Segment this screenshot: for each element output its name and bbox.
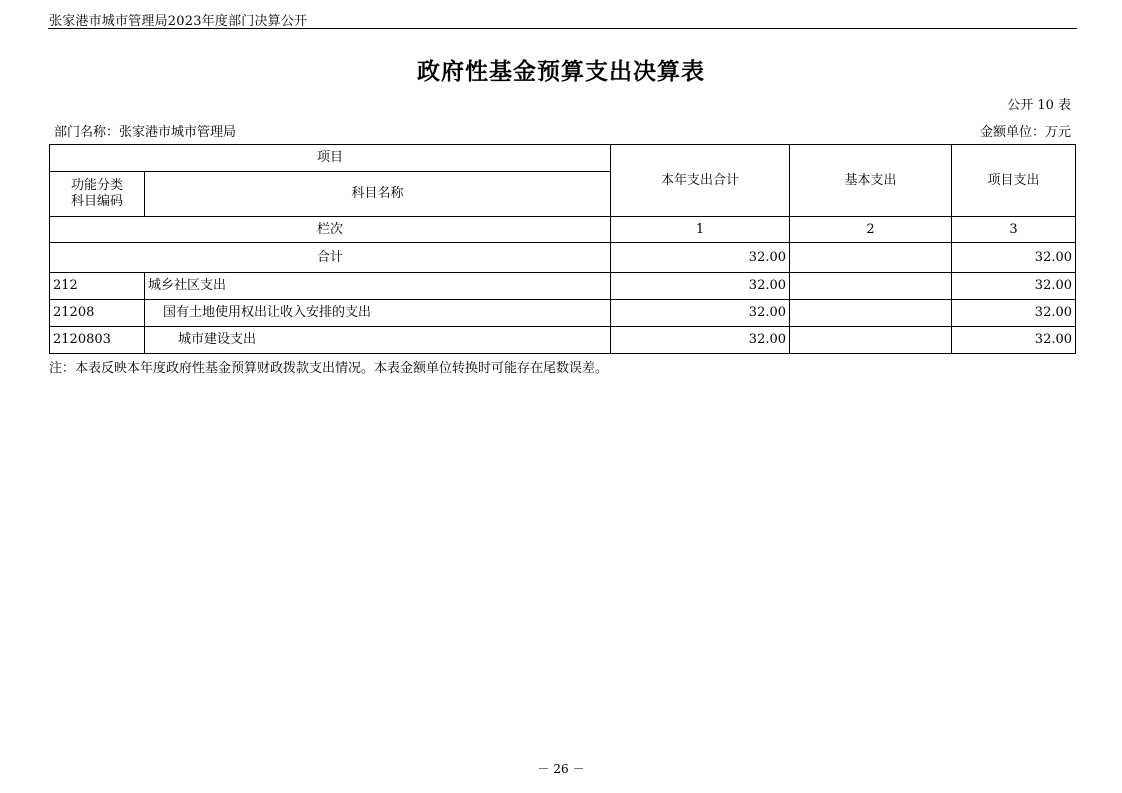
sum-total: 32.00 — [611, 243, 790, 273]
header-divider — [48, 28, 1077, 29]
amount-unit: 金额单位：万元 — [979, 125, 1071, 140]
row-total: 32.00 — [611, 300, 790, 327]
row-name: 城乡社区支出 — [145, 273, 611, 300]
column-number-1: 1 — [611, 217, 790, 243]
row-project: 32.00 — [952, 327, 1076, 354]
table-row — [50, 273, 1076, 300]
header-row-1 — [50, 145, 1076, 172]
sum-row — [50, 243, 1076, 273]
row-project: 32.00 — [952, 300, 1076, 327]
column-number-2: 2 — [790, 217, 952, 243]
header-subject-name: 科目名称 — [145, 172, 611, 217]
table-note: 注：本表反映本年度政府性基金预算财政拨款支出情况。本表金额单位转换时可能存在尾数误差。 — [49, 361, 609, 376]
header-basic: 基本支出 — [790, 145, 952, 217]
header-func-code — [50, 172, 145, 217]
row-code: 212 — [50, 273, 145, 300]
row-total: 32.00 — [611, 273, 790, 300]
column-number-label: 栏次 — [50, 217, 611, 243]
column-number-row — [50, 217, 1076, 243]
document-title: 政府性基金预算支出决算表 — [417, 58, 705, 85]
sum-label: 合计 — [50, 243, 611, 273]
header-func-code-line1: 功能分类 — [70, 178, 123, 193]
page-number: － 26 － — [537, 762, 585, 776]
column-number-3: 3 — [952, 217, 1076, 243]
expenditure-table — [49, 144, 1076, 354]
row-basic — [790, 327, 952, 354]
header-func-code-line2: 科目编码 — [70, 194, 123, 209]
header-item: 项目 — [50, 145, 611, 172]
row-name: 城市建设支出 — [145, 327, 611, 354]
sum-project: 32.00 — [952, 243, 1076, 273]
header-total: 本年支出合计 — [611, 145, 790, 217]
row-code: 2120803 — [50, 327, 145, 354]
row-total: 32.00 — [611, 327, 790, 354]
row-basic — [790, 300, 952, 327]
sum-basic — [790, 243, 952, 273]
table-row — [50, 300, 1076, 327]
row-code: 21208 — [50, 300, 145, 327]
table-row — [50, 327, 1076, 354]
row-project: 32.00 — [952, 273, 1076, 300]
department-name: 部门名称：张家港市城市管理局 — [54, 125, 237, 140]
running-header-title: 张家港市城市管理局2023年度部门决算公开 — [49, 14, 308, 29]
header-project: 项目支出 — [952, 145, 1076, 217]
row-basic — [790, 273, 952, 300]
row-name: 国有土地使用权出让收入安排的支出 — [145, 300, 611, 327]
table-number: 公开 10 表 — [1007, 98, 1071, 113]
